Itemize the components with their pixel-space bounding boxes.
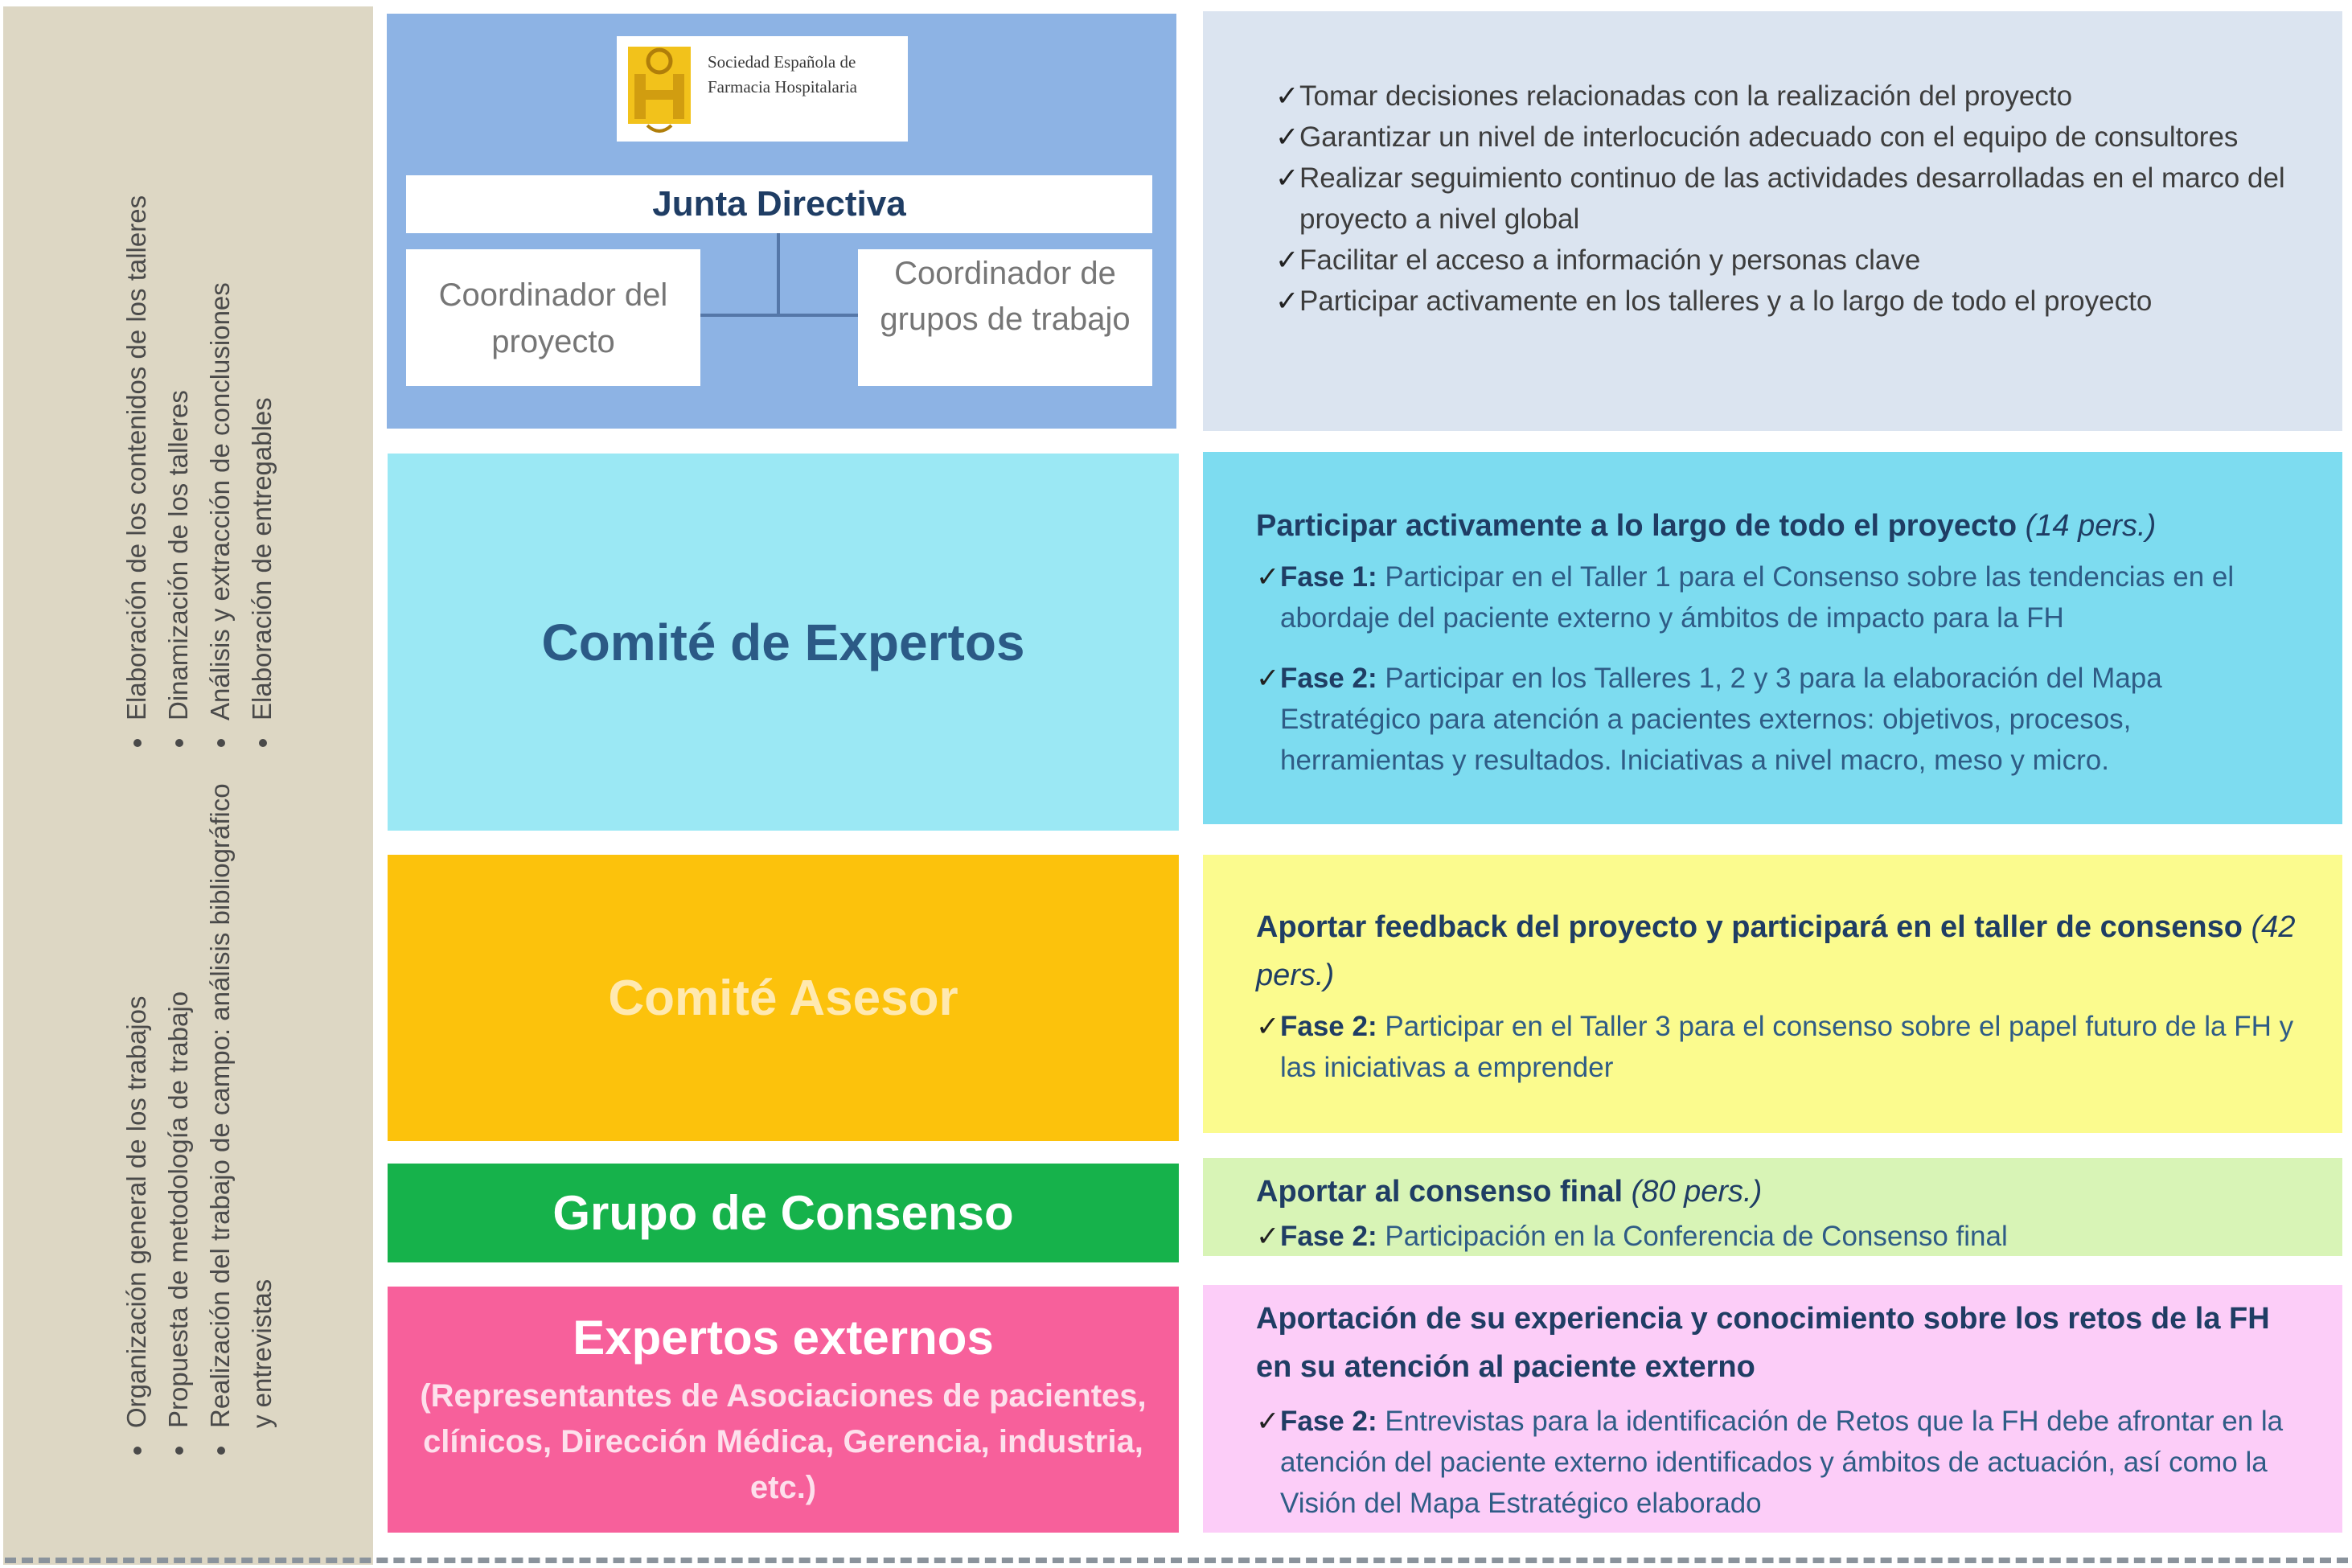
phase-tag: Fase 2:	[1280, 663, 1377, 694]
list-item	[1256, 658, 2302, 781]
coordinador-grupos-box: Coordinador de grupos de trabajo	[858, 249, 1152, 386]
list-item: ✓ Realizar seguimiento continuo de las actividades desarrolladas en el marco del proyecto a nivel global	[1275, 158, 2302, 240]
org-connector	[700, 314, 858, 317]
list-item: ✓ Tomar decisiones relacionadas con la realización del proyecto	[1275, 76, 2302, 117]
externos-tasks-panel	[1203, 1285, 2342, 1533]
sefh-logo-text	[708, 50, 901, 100]
list-item: ✓ Facilitar el acceso a información y personas clave	[1275, 240, 2302, 281]
list-item	[1256, 1216, 2302, 1257]
phase-text: Participar en el Taller 1 para el Consenso sobre las tendencias en el abordaje del paciente externo y ámbitos de impacto para la FH	[1280, 561, 2235, 634]
headcount: (80 pers.)	[1631, 1175, 1763, 1209]
comite-asesor-block	[388, 855, 1179, 1141]
panel-title	[1256, 502, 2302, 550]
logo-line: Sociedad Española de	[708, 52, 856, 72]
list-item: • Análisis y extracción de conclusiones	[199, 50, 241, 725]
junta-tasks-list	[1275, 76, 2302, 322]
asesor-tasks-panel	[1203, 855, 2342, 1133]
consultant-tasks-list	[116, 50, 283, 770]
list-item: ✓ Garantizar un nivel de interlocución adecuado con el equipo de consultores	[1275, 117, 2302, 158]
junta-directiva-title: Junta Directiva	[406, 175, 1152, 233]
list-item	[1256, 556, 2302, 638]
headcount: (14 pers.)	[2025, 509, 2157, 543]
sefh-emblem-icon	[623, 42, 696, 137]
panel-title	[1256, 1168, 2302, 1216]
organization-tasks-list	[116, 774, 283, 1478]
phase-list	[1256, 1401, 2302, 1524]
panel-title-text: Participar activamente a lo largo de todo el proyecto	[1256, 509, 2017, 543]
list-item: ✓ Participar activamente en los talleres y a lo largo de todo el proyecto	[1275, 281, 2302, 322]
list-item: • Propuesta de metodología de trabajo	[158, 774, 199, 1433]
phase-tag: Fase 2:	[1280, 1406, 1377, 1437]
headcount: (42 pers.)	[1256, 910, 2296, 992]
list-item: • Realización del trabajo de campo: análisis bibliográfico y entrevistas	[199, 774, 283, 1433]
list-item	[1256, 1006, 2302, 1088]
list-item: • Dinamización de los talleres	[158, 50, 199, 725]
comite-asesor-label: Comité Asesor	[608, 970, 958, 1026]
grupo-consenso-label: Grupo de Consenso	[552, 1186, 1014, 1240]
panel-title-text: Aportar feedback del proyecto y participará en el taller de consenso	[1256, 910, 2243, 944]
grupo-consenso-block	[388, 1164, 1179, 1262]
consenso-tasks-panel	[1203, 1158, 2342, 1256]
phase-tag: Fase 2:	[1280, 1011, 1377, 1042]
expertos-externos-block	[388, 1287, 1179, 1533]
panel-title	[1256, 903, 2302, 999]
coordinador-proyecto-box: Coordinador del proyecto	[406, 249, 700, 386]
phase-list	[1256, 1216, 2302, 1257]
bottom-divider	[5, 1558, 2348, 1563]
org-connector	[777, 233, 780, 315]
team-sidebar	[3, 6, 373, 1565]
panel-title-text: Aportar al consenso final	[1256, 1175, 1623, 1209]
phase-tag: Fase 1:	[1280, 561, 1377, 593]
expertos-tasks-panel	[1203, 452, 2342, 824]
phase-tag: Fase 2:	[1280, 1221, 1377, 1252]
phase-text: Participación en la Conferencia de Consenso final	[1385, 1221, 2008, 1252]
phase-text: Participar en el Taller 3 para el consenso sobre el papel futuro de la FH y las iniciativas a emprender	[1280, 1011, 2294, 1083]
logo-line: Farmacia Hospitalaria	[708, 77, 858, 96]
list-item: • Elaboración de los contenidos de los talleres	[116, 50, 158, 725]
comite-expertos-label: Comité de Expertos	[541, 613, 1025, 671]
panel-title: Aportación de su experiencia y conocimiento sobre los retos de la FH en su atención al paciente externo	[1256, 1302, 2270, 1384]
list-item: • Elaboración de entregables	[241, 50, 283, 725]
expertos-externos-sublabel: (Representantes de Asociaciones de pacientes, clínicos, Dirección Médica, Gerencia, industria, etc.)	[420, 1377, 1147, 1505]
phase-list	[1256, 556, 2302, 781]
junta-tasks-panel	[1203, 11, 2342, 431]
comite-expertos-block	[388, 454, 1179, 831]
list-item: • Organización general de los trabajos	[116, 774, 158, 1433]
list-item	[1256, 1401, 2302, 1524]
expertos-externos-label: Expertos externos	[573, 1310, 994, 1365]
phase-list	[1256, 1006, 2302, 1088]
phase-text: Participar en los Talleres 1, 2 y 3 para la elaboración del Mapa Estratégico para atención a pacientes externos: objetivos, procesos, herramientas y resultados. Iniciativas a nivel macro, meso y micro.	[1280, 663, 2162, 776]
phase-text: Entrevistas para la identificación de Retos que la FH debe afrontar en la atención del paciente externo identificados y ámbitos de actuación, así como la Visión del Mapa Estratégico elaborado	[1280, 1406, 2284, 1519]
